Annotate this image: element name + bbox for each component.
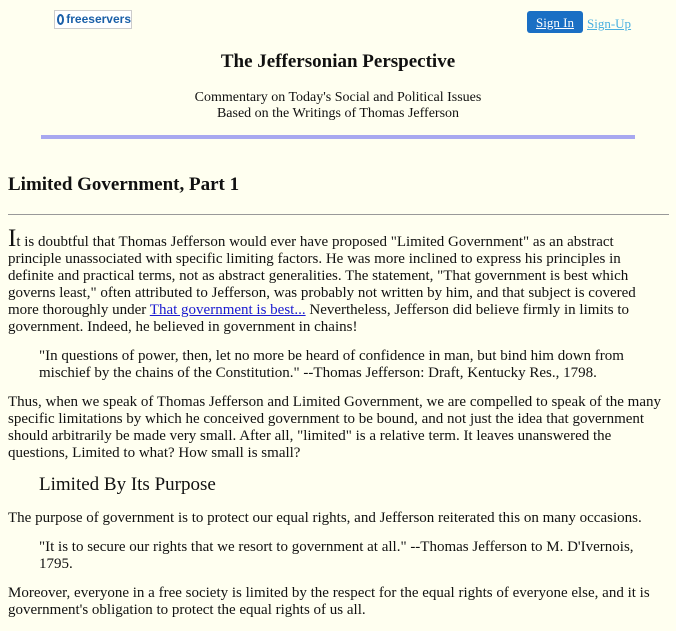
site-subtitle bbox=[0, 90, 676, 122]
paragraph-2: Thus, when we speak of Thomas Jefferson and Limited Government, we are compelled to speak of the many specific limitations by which he conceived government to be bound, and not just the idea that government should arbitrarily be made very small. After all, "limited" is a relative term. It leaves unanswered the questions, Limited to what? How small is small? bbox=[8, 394, 662, 461]
drop-cap: I bbox=[8, 225, 17, 252]
p1-text-b: Nevertheless, Jefferson did believe firmly in limits to government. Indeed, he believed in government in chains! bbox=[8, 302, 630, 335]
quote-1: "In questions of power, then, let no more be heard of confidence in man, but bind him down from mischief by the chains of the Constitution." --Thomas Jefferson: Draft, Kentucky Res., 1798. bbox=[39, 348, 624, 381]
freeservers-logo[interactable] bbox=[54, 10, 132, 29]
freeservers-logo-icon bbox=[57, 14, 64, 25]
subtitle-line-1: Commentary on Today's Social and Political Issues bbox=[194, 90, 482, 105]
horizontal-rule bbox=[8, 214, 669, 215]
sign-in-button[interactable]: Sign In bbox=[527, 11, 583, 33]
quote-2: "It is to secure our rights that we resort to government at all." --Thomas Jefferson to M. D'Ivernois, 1795. bbox=[39, 539, 634, 572]
article-heading: Limited Government, Part 1 bbox=[8, 174, 240, 195]
article-body bbox=[8, 225, 668, 631]
subheading: Limited By Its Purpose bbox=[39, 474, 216, 495]
subtitle-line-2: Based on the Writings of Thomas Jefferson bbox=[216, 106, 460, 121]
divider-bar bbox=[41, 135, 635, 139]
p1-text-a: t is doubtful that Thomas Jefferson would ever have proposed "Limited Government" as an abstract principle unassociated with specific limiting factors. He was more inclined to express his principles in definite and practical terms, not as abstract generalities. The statement, "That government is best which governs least," often attributed to Jefferson, was probably not written by him, and that subject is covered more thoroughly under bbox=[8, 234, 636, 318]
logo-text: freeservers bbox=[66, 12, 131, 26]
that-government-is-best-link[interactable]: That government is best... bbox=[149, 302, 306, 318]
sign-up-link[interactable]: Sign-Up bbox=[587, 16, 632, 31]
site-title: The Jeffersonian Perspective bbox=[220, 51, 456, 72]
paragraph-1 bbox=[8, 225, 668, 336]
paragraph-3: The purpose of government is to protect our equal rights, and Jefferson reiterated this on many occasions. bbox=[8, 510, 642, 526]
paragraph-4: Moreover, everyone in a free society is limited by the respect for the equal rights of everyone else, and it is government's obligation to protect the equal rights of us all. bbox=[8, 585, 650, 618]
